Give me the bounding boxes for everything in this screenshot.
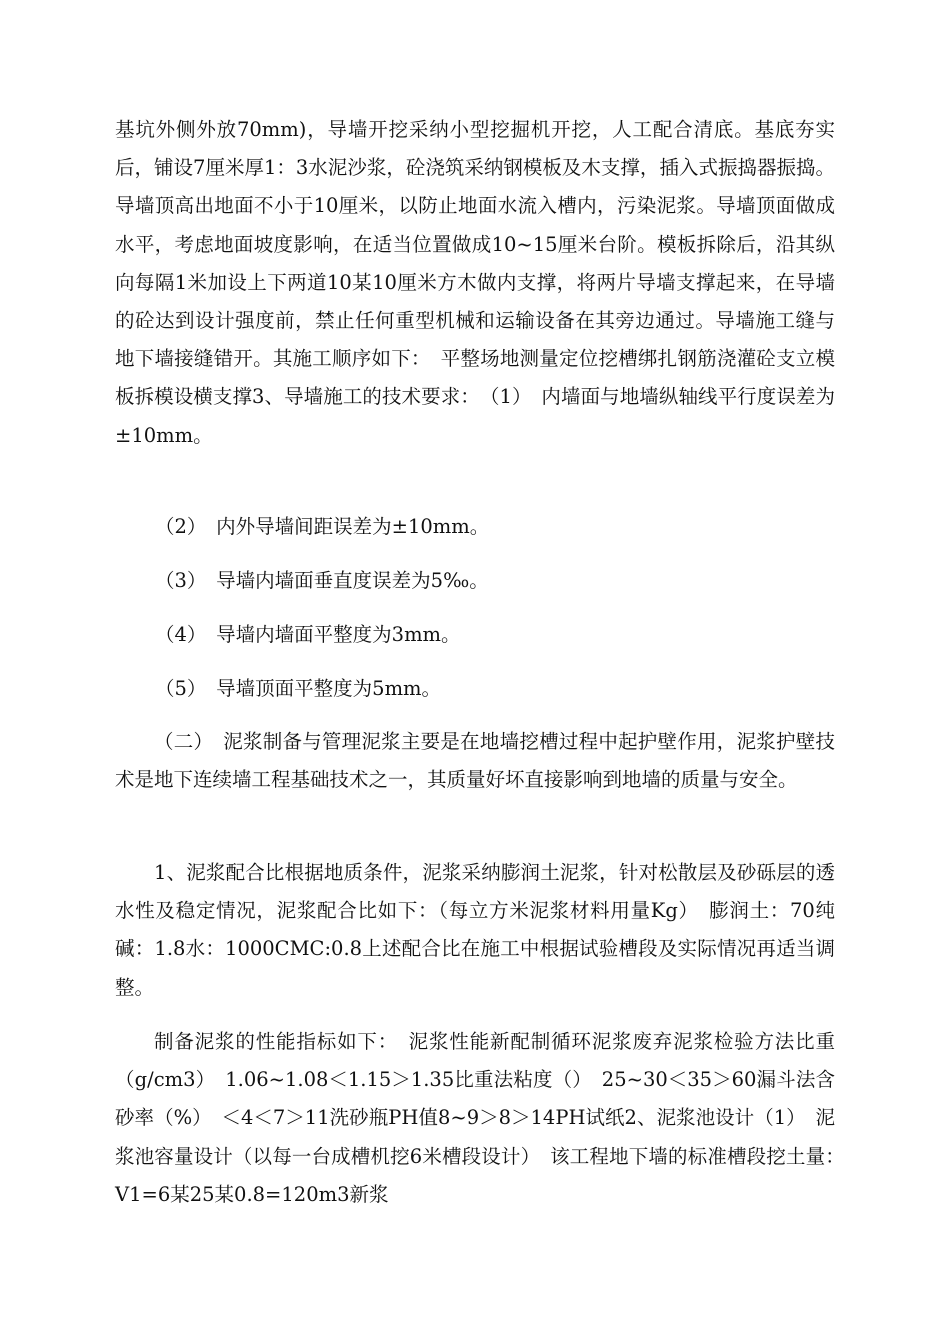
requirement-item-4: （4） 导墙内墙面平整度为3mm。 <box>155 623 461 646</box>
paragraph-text: 基坑外侧外放70mm)，导墙开挖采纳小型挖掘机开挖，人工配合清底。基底夯实后，铺设7厘米厚1：3水泥沙浆，砼浇筑采纳钢模板及木支撑，插入式振捣器振捣。导墙顶高出地面不小于10厘米，以防止地面水流入槽内，污染泥浆。导墙顶面做成水平，考虑地面坡度影响，在适当位置做成10~15厘米台阶。模板拆除后，沿其纵向每隔1米加设上下两道10某10厘米方木做内支撑，将两片导墙支撑起来，在导墙的砼达到设计强度前，禁止任何重型机械和运输设备在其旁边通过。导墙施工缝与地下墙接缝错开。其施工顺序如下： 平整场地测量定位挖槽绑扎钢筋浇灌砼支立模板拆模设横支撑3、导墙施工的技术要求： （1） 内墙面与地墙纵轴线平行度误差为±10mm。 <box>115 118 835 447</box>
requirement-item-3: （3） 导墙内墙面垂直度误差为5‰。 <box>155 569 489 592</box>
paragraph-slurry-mix <box>115 854 835 1007</box>
paragraph-text: 1、泥浆配合比根据地质条件，泥浆采纳膨润土泥浆，针对松散层及砂砾层的透水性及稳定情况，泥浆配合比如下：（每立方米泥浆材料用量Kg） 膨润土：70纯碱：1.8水：1000CMC:0.8上述配合比在施工中根据试验槽段及实际情况再适当调整。 <box>115 861 835 999</box>
requirement-item-5: （5） 导墙顶面平整度为5mm。 <box>155 677 442 700</box>
paragraph-slurry-properties <box>115 1023 855 1214</box>
paragraph-guide-wall-construction <box>115 111 835 455</box>
requirement-item-2: （2） 内外导墙间距误差为±10mm。 <box>155 515 490 538</box>
paragraph-slurry-management <box>115 723 835 799</box>
paragraph-text: 制备泥浆的性能指标如下： 泥浆性能新配制循环泥浆废弃泥浆检验方法比重（g/cm3） 1.06~1.08＜1.15＞1.35比重法粘度（） 25~30＜35＞60漏斗法含砂率（%） ＜4＜7＞11洗砂瓶PH值8~9＞8＞14PH试纸2、泥浆池设计（1） 泥浆池容量设计（以每一台成槽机挖6米槽段设计） 该工程地下墙的标准槽段挖土量： V1=6某25某0.8=120m3新浆 <box>115 1030 855 1206</box>
paragraph-text: （二） 泥浆制备与管理泥浆主要是在地墙挖槽过程中起护壁作用，泥浆护壁技术是地下连续墙工程基础技术之一，其质量好坏直接影响到地墙的质量与安全。 <box>115 730 835 792</box>
